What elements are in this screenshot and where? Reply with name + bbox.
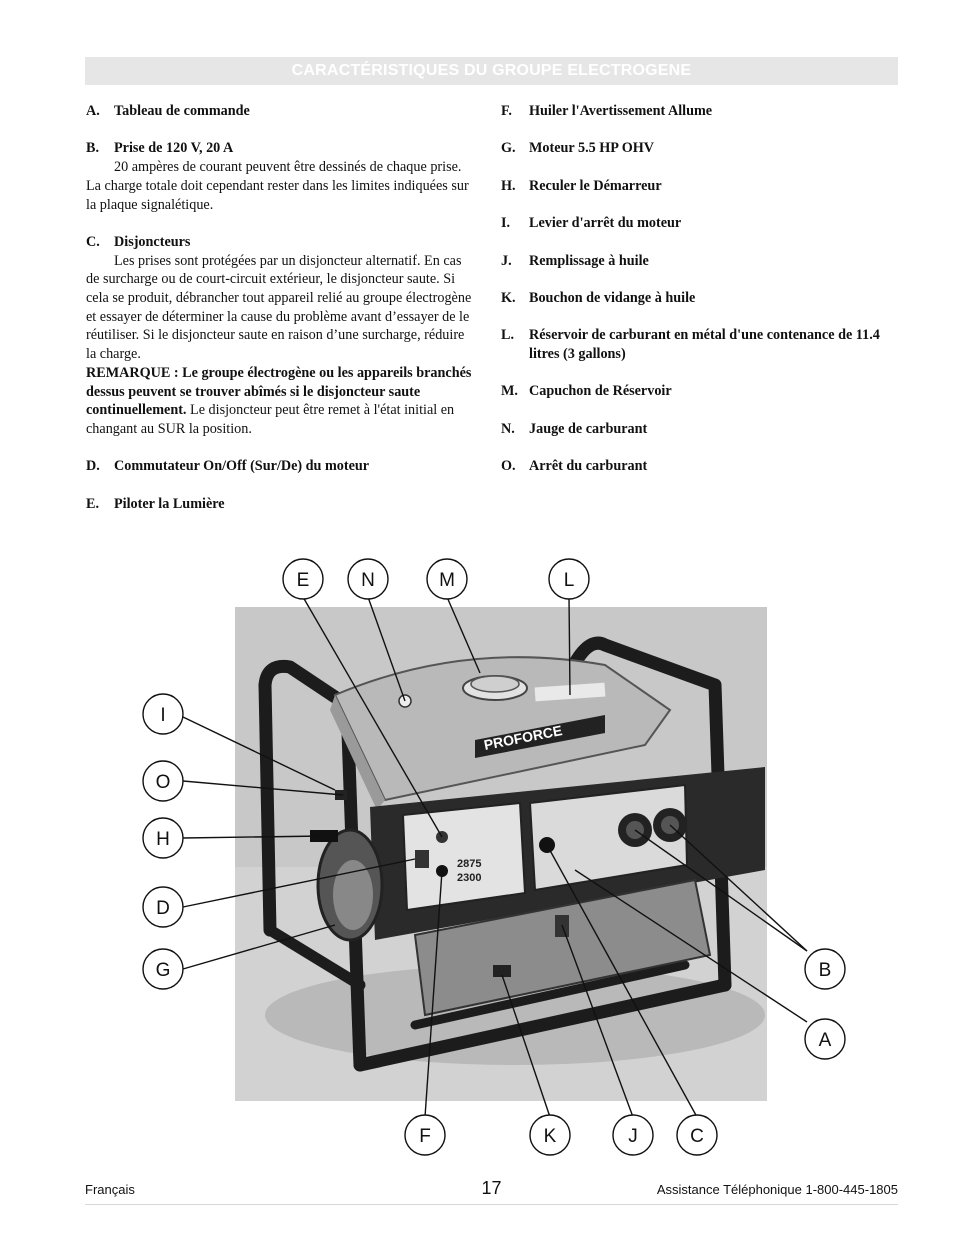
item-letter: I.	[501, 215, 511, 232]
item-letter: M.	[501, 383, 518, 400]
list-item-f	[501, 102, 899, 121]
brand-label: PROFORCE	[482, 722, 564, 753]
item-body	[86, 252, 478, 439]
list-item-h	[501, 177, 899, 196]
callout-k: K	[543, 1126, 557, 1147]
callout-a: A	[818, 1030, 832, 1051]
remark-bold: REMARQUE : Le groupe électrogène ou les appareils branchés dessus peuvent se trouver abîmés si le disjoncteur saute continuellement.	[86, 364, 472, 419]
generator-diagram	[85, 545, 898, 1160]
item-letter: H.	[501, 177, 516, 194]
list-item-n	[501, 420, 899, 439]
item-letter: N.	[501, 420, 515, 437]
item-title: Jauge de carburant	[529, 420, 648, 437]
list-item-j	[501, 252, 899, 271]
callout-h: H	[156, 829, 170, 850]
callout-l: L	[563, 570, 575, 591]
item-title: Huiler l'Avertissement Allume	[529, 103, 713, 119]
callout-i: I	[160, 705, 166, 726]
section-title: CARACTÉRISTIQUES DU GROUPE ELECTROGENE	[291, 62, 692, 79]
item-title: Levier d'arrêt du moteur	[529, 215, 682, 232]
panel-number-2300: 2300	[457, 872, 482, 884]
footer-helpline: Assistance Téléphonique 1-800-445-1805	[656, 1182, 898, 1197]
panel-number-2875: 2875	[457, 858, 482, 870]
item-body-text: Les prises sont protégées par un disjoncteur alternatif. En cas de surcharge ou de court-circuit extérieur, le disjoncteur saute. Si cela se produit, débrancher tout appareil relié au groupe électrogène et essayer de déterminer la cause du problème avant d’essayer de le réutiliser. Si le disjoncteur saute en raison d’une surcharge, réduire la charge.	[86, 252, 472, 363]
engine-switch	[415, 850, 429, 868]
item-title: Disjoncteurs	[114, 233, 191, 250]
item-letter: D.	[86, 458, 100, 475]
item-letter: L.	[501, 327, 515, 344]
item-letter: B.	[86, 140, 100, 157]
list-item-i	[501, 214, 899, 233]
footer-divider	[85, 1204, 898, 1205]
callout-g: G	[155, 960, 171, 981]
callout-d: D	[156, 898, 170, 919]
page-number: 17	[481, 1178, 502, 1198]
callout-o: O	[155, 772, 171, 793]
item-letter: O.	[501, 458, 516, 475]
item-title: Réservoir de carburant en métal d'une contenance de 11.4 litres (3 gallons)	[529, 327, 880, 363]
list-item-m	[501, 382, 899, 401]
list-item-e	[86, 495, 478, 514]
callout-m: M	[439, 570, 455, 591]
list-item-l	[501, 326, 899, 363]
item-title: Commutateur On/Off (Sur/De) du moteur	[114, 458, 370, 475]
item-title: Moteur 5.5 HP OHV	[529, 140, 655, 157]
item-title: Prise de 120 V, 20 A	[114, 140, 234, 157]
item-title: Remplissage à huile	[529, 252, 649, 269]
callout-f: F	[419, 1126, 431, 1147]
list-item-g	[501, 139, 899, 158]
item-letter: A.	[86, 103, 100, 119]
callout-b: B	[818, 960, 832, 981]
page-footer	[85, 1178, 898, 1200]
list-item-b	[86, 139, 478, 214]
callout-n: N	[361, 570, 375, 591]
list-item-c	[86, 233, 478, 439]
item-title: Capuchon de Réservoir	[529, 383, 672, 400]
right-column	[501, 102, 899, 495]
item-title: Bouchon de vidange à huile	[529, 289, 696, 306]
item-letter: J.	[501, 252, 512, 269]
remark-text: Le disjoncteur peut être remet à l'état initial en changant au SUR la position.	[86, 402, 455, 437]
item-title: Reculer le Démarreur	[529, 177, 662, 194]
list-item-a	[86, 102, 478, 121]
footer-language: Français	[85, 1182, 135, 1197]
list-item-d	[86, 457, 478, 476]
list-item-o	[501, 457, 899, 476]
item-letter: E.	[86, 495, 100, 512]
callout-c: C	[690, 1126, 704, 1147]
callout-e: E	[296, 570, 310, 591]
item-title: Arrêt du carburant	[529, 458, 648, 475]
item-letter: G.	[501, 140, 516, 157]
item-letter: K.	[501, 289, 516, 306]
list-item-k	[501, 289, 899, 308]
item-body: 20 ampères de courant peuvent être dessinés de chaque prise. La charge totale doit cependant rester dans les limites indiquées sur la plaque signalétique.	[86, 159, 469, 213]
item-title: Piloter la Lumière	[114, 495, 225, 512]
item-letter: F.	[501, 103, 512, 119]
item-title: Tableau de commande	[114, 103, 250, 119]
callout-j: J	[628, 1126, 638, 1147]
item-letter: C.	[86, 233, 100, 250]
section-title-banner	[85, 57, 898, 85]
left-column	[86, 102, 478, 532]
